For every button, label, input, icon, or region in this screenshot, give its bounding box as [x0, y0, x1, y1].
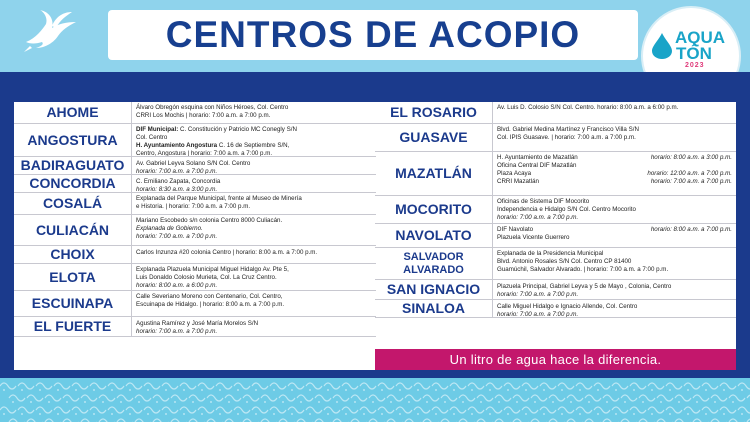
wave-pattern-decoration [0, 378, 750, 422]
center-row [375, 300, 736, 318]
municipality-name: MOCORITO [375, 196, 493, 223]
municipality-name: ANGOSTURA [14, 124, 132, 156]
water-drop-icon [652, 33, 672, 59]
center-row [14, 215, 376, 246]
detail-line: Explanada de la Presidencia Municipal [497, 250, 604, 257]
center-details [132, 317, 376, 336]
municipality-name: COSALÁ [14, 193, 132, 214]
detail-line [497, 170, 732, 178]
detail-line: Calle Severiano Moreno con Centenario, Col. Centro, [136, 293, 283, 300]
center-row [14, 264, 376, 291]
municipality-name: BADIRAGUATO [14, 157, 132, 174]
detail-line: Plazuela Principal, Gabriel Leyva y 5 de Mayo , Colonia, Centro [497, 283, 672, 290]
footer-pattern [0, 378, 750, 422]
municipality-name: AHOME [14, 102, 132, 123]
center-row [375, 280, 736, 300]
center-details [493, 300, 736, 317]
municipality-name: EL FUERTE [14, 317, 132, 336]
center-row [375, 224, 736, 248]
detail-line [497, 226, 732, 234]
detail-line: Explanada del Parque Municipal, frente al Museo de Minería [136, 195, 302, 202]
center-details [132, 175, 376, 192]
detail-line: Oficinas de Sistema DIF Mocorito [497, 198, 590, 205]
center-row [14, 317, 376, 337]
center-details [493, 124, 736, 151]
municipality-name: EL ROSARIO [375, 102, 493, 123]
right-column [375, 102, 736, 318]
detail-line: e Historia. | horario: 7:00 a.m. a 7:00 p.m. [136, 203, 251, 210]
detail-line: Explanada de Gobierno. [136, 225, 203, 232]
detail-line: horario: 8:00 a.m. a 6:00 p.m. [136, 282, 218, 289]
municipality-name: NAVOLATO [375, 224, 493, 247]
detail-line: Col. IPIS Guasave. | horario: 7:00 a.m. a 7:00 p.m. [497, 134, 636, 141]
logo-line-2: TÓN [676, 44, 712, 63]
detail-line: Independencia e Hidalgo S/N Col. Centro Mocorito [497, 206, 636, 213]
municipality-name: SALVADOR ALVARADO [375, 248, 493, 279]
hours-text: horario: 8:00 a.m. a 7:00 p.m. [650, 226, 732, 233]
location-name: Plaza Acaya [497, 170, 532, 177]
detail-line: Av. Gabriel Leyva Solano S/N Col. Centro [136, 160, 251, 167]
detail-line: Centro, Angostura | horario: 7:00 a.m. a 7:00 p.m. [136, 150, 273, 156]
left-column [14, 102, 376, 337]
center-row [14, 193, 376, 215]
center-row [375, 124, 736, 152]
detail-line: horario: 7:00 a.m. a 7:00 p.m. [136, 168, 218, 174]
detail-line: Col. Centro [136, 134, 168, 141]
center-row [14, 291, 376, 317]
detail-line: Carlos Inzunza #20 colonia Centro | horario: 8:00 a.m. a 7:00 p.m. [136, 249, 318, 256]
location-name: DIF Navolato [497, 226, 534, 233]
municipality-name: ELOTA [14, 264, 132, 290]
center-row [375, 248, 736, 280]
detail-line [497, 154, 732, 162]
detail-line: Blvd. Gabriel Medina Martínez y Francisco Villa S/N [497, 126, 639, 133]
tagline-banner: Un litro de agua hace la diferencia. [375, 349, 736, 370]
location-name: Oficina Central DIF Mazatlán [497, 162, 577, 169]
detail-line: horario: 7:00 a.m. a 7:00 p.m. [136, 328, 218, 335]
municipality-name: SINALOA [375, 300, 493, 317]
center-row [375, 152, 736, 196]
detail-line: Mariano Escobedo s/n colonia Centro 8000 Culiacán. [136, 217, 283, 224]
logo-year: 2023 [685, 62, 705, 69]
center-details [132, 264, 376, 290]
logo-line-1: AQUA [675, 28, 726, 47]
center-row [14, 124, 376, 157]
detail-line: H. Ayuntamiento Angostura C. 16 de Septiembre S/N, [136, 142, 290, 149]
municipality-name: MAZATLÁN [375, 152, 493, 195]
center-row [14, 175, 376, 193]
center-details [493, 196, 736, 223]
center-row [375, 102, 736, 124]
hours-text: horario: 7:00 a.m. a 7:00 p.m. [650, 178, 732, 185]
detail-line: Guamúchil, Salvador Alvarado. | horario: 7:00 a.m. a 7:00 p.m. [497, 266, 669, 273]
municipality-name: GUASAVE [375, 124, 493, 151]
hours-text: horario: 12:00 a.m. a 7:00 p.m. [647, 170, 732, 177]
detail-line: CRRI Los Mochis | horario: 7:00 a.m. a 7:00 p.m. [136, 112, 271, 119]
municipality-name: SAN IGNACIO [375, 280, 493, 299]
detail-line: Álvaro Obregón esquina con Niños Héroes, Col. Centro [136, 104, 289, 111]
center-details [132, 246, 376, 263]
detail-line [497, 234, 732, 242]
center-details [132, 215, 376, 245]
detail-line: Luis Donaldo Colosio Murieta, Col. La Cruz Centro. [136, 274, 277, 281]
center-details [132, 291, 376, 316]
municipality-name: CONCORDIA [14, 175, 132, 192]
municipality-name: CULIACÁN [14, 215, 132, 245]
center-details [132, 157, 376, 174]
detail-line: horario: 7:00 a.m. a 7:00 p.m. [497, 311, 579, 317]
centers-panel [14, 102, 736, 370]
center-details [493, 102, 736, 123]
detail-line: horario: 8:30 a.m. a 3:00 p.m. [136, 186, 218, 192]
detail-line: C. Emiliano Zapata, Concordia [136, 178, 221, 185]
location-name: H. Ayuntamiento de Mazatlán [497, 154, 578, 161]
detail-line [497, 162, 732, 170]
location-name: Plazuela Vicente Guerrero [497, 234, 570, 241]
detail-line [497, 178, 732, 186]
detail-line: Blvd. Antonio Rosales S/N Col. Centro CP 81400 [497, 258, 632, 265]
hours-text: horario: 8:00 a.m. a 3:00 p.m. [650, 154, 732, 161]
detail-line: DIF Municipal: C. Constitución y Patricio MC Conegly S/N [136, 126, 297, 133]
center-details [132, 102, 376, 123]
center-row [375, 196, 736, 224]
detail-line: horario: 7:00 a.m. a 7:00 p.m. [497, 214, 579, 221]
center-details [493, 248, 736, 279]
hummingbird-icon [22, 8, 80, 54]
detail-line: Explanada Plazuela Municipal Miguel Hidalgo Av. Pte 5, [136, 266, 289, 273]
center-row [14, 157, 376, 175]
center-row [14, 102, 376, 124]
page-title: CENTROS DE ACOPIO [165, 14, 581, 55]
center-details [493, 280, 736, 299]
detail-line: Av. Luis D. Colosio S/N Col. Centro. horario: 8:00 a.m. a 6:00 p.m. [497, 104, 679, 111]
center-details [493, 224, 736, 247]
center-details [132, 193, 376, 214]
detail-line: Escuinapa de Hidalgo. | horario: 8:00 a.m. a 7:00 p.m. [136, 301, 285, 308]
location-name: CRRI Mazatlán [497, 178, 539, 185]
main-area [0, 72, 750, 378]
center-details [493, 152, 736, 195]
detail-line: Calle Miguel Hidalgo e Ignacio Allende, Col. Centro [497, 303, 638, 310]
municipality-name: ESCUINAPA [14, 291, 132, 316]
detail-line: horario: 7:00 a.m. a 7:00 p.m. [136, 233, 218, 240]
detail-line: Agustina Ramírez y José María Morelos S/N [136, 320, 259, 327]
center-details [132, 124, 376, 156]
title-bar [108, 10, 638, 60]
detail-line: horario: 7:00 a.m. a 7:00 p.m. [497, 291, 579, 298]
header [0, 0, 750, 72]
municipality-name: CHOIX [14, 246, 132, 263]
center-row [14, 246, 376, 264]
